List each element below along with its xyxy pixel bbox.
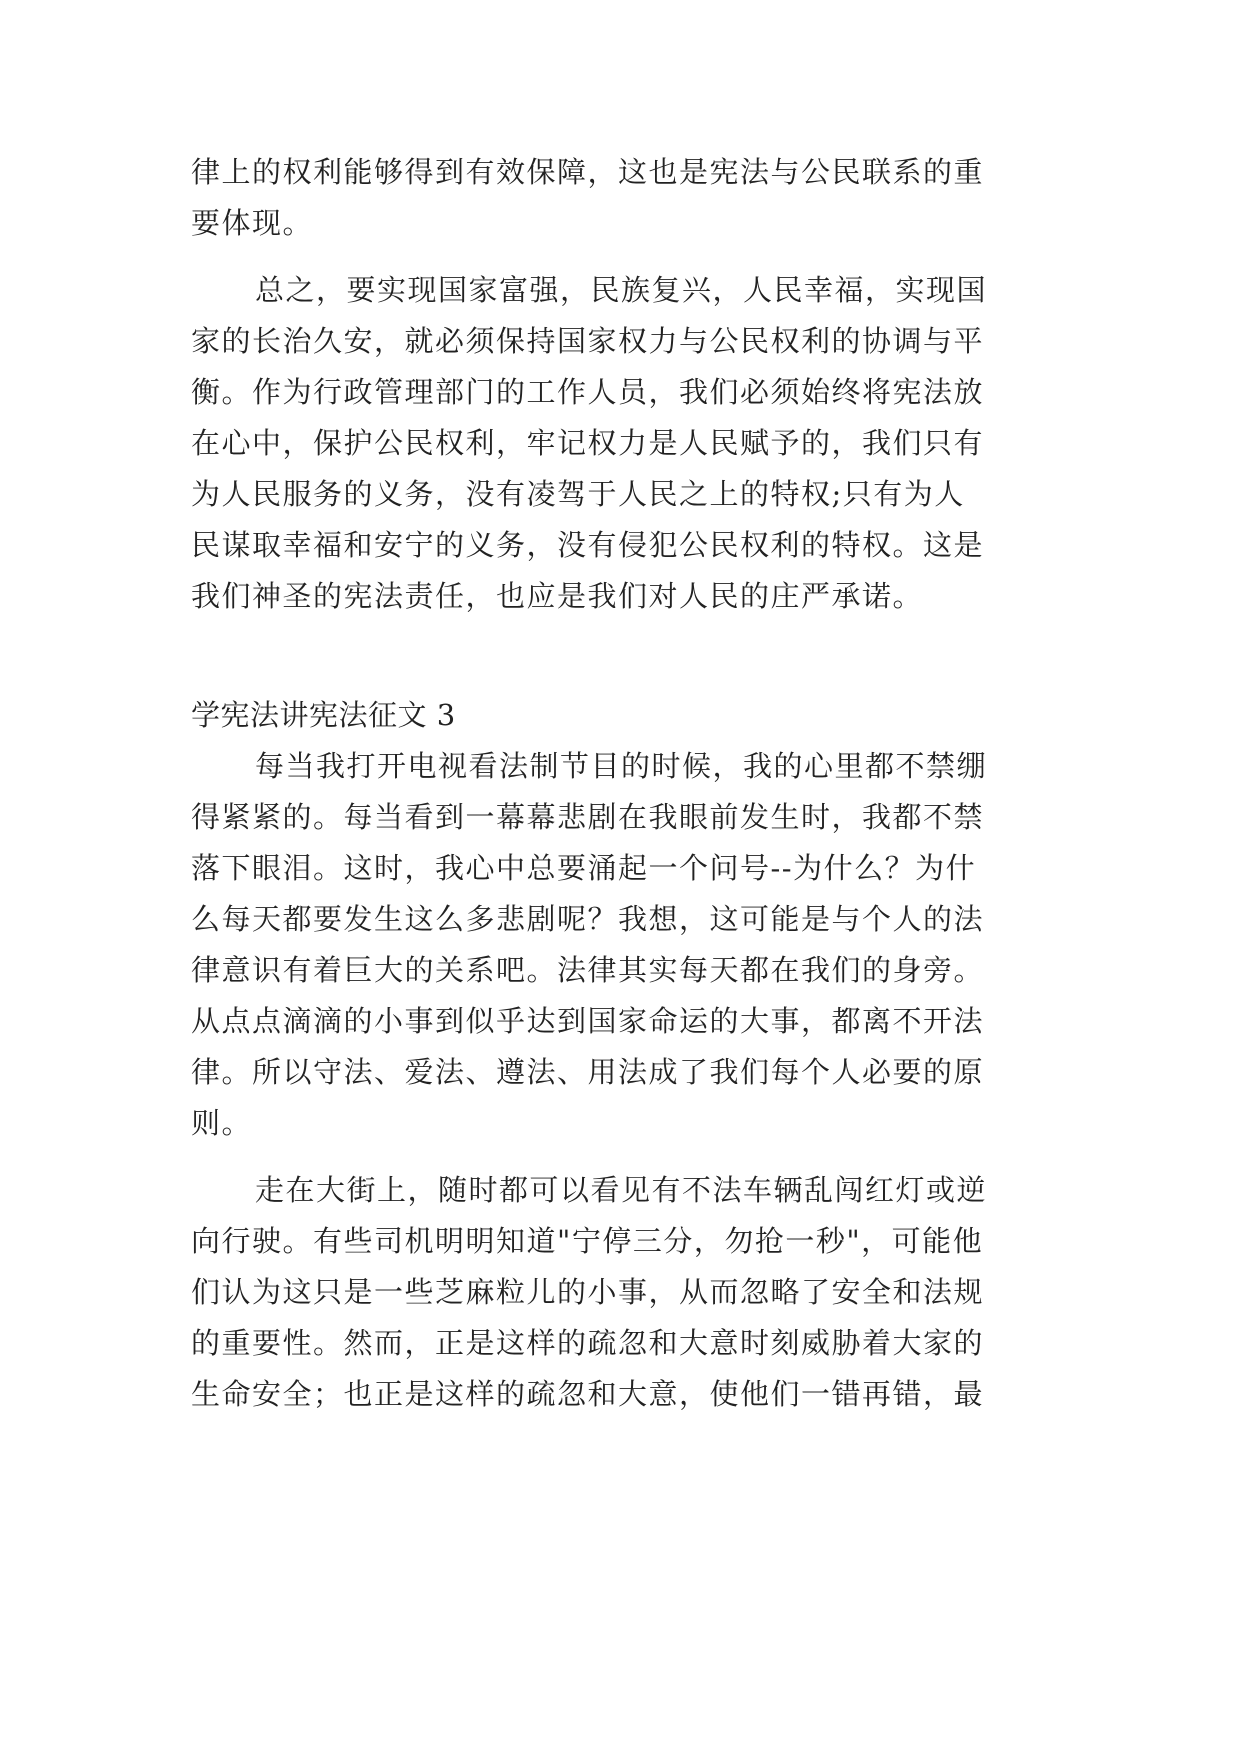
text-line: 为人民服务的义务，没有凌驾于人民之上的特权;只有为人 — [191, 477, 965, 511]
text-line: 则。 — [191, 1106, 253, 1140]
text-line: 落下眼泪。这时，我心中总要涌起一个问号--为什么？为什 — [191, 851, 977, 885]
text-line: 衡。作为行政管理部门的工作人员，我们必须始终将宪法放 — [191, 375, 985, 409]
section-heading: 学宪法讲宪法征文 3 — [191, 698, 456, 732]
paragraph-first-line: 走在大街上，随时都可以看见有不法车辆乱闯红灯或逆 — [255, 1173, 988, 1207]
text-line: 律意识有着巨大的关系吧。法律其实每天都在我们的身旁。 — [191, 953, 985, 987]
text-line: 家的长治久安，就必须保持国家权力与公民权利的协调与平 — [191, 324, 985, 358]
text-line: 么每天都要发生这么多悲剧呢？我想，这可能是与个人的法 — [191, 902, 985, 936]
text-line: 得紧紧的。每当看到一幕幕悲剧在我眼前发生时，我都不禁 — [191, 800, 985, 834]
text-line: 向行驶。有些司机明明知道"宁停三分，勿抢一秒"，可能他 — [191, 1224, 984, 1258]
paragraph-first-line: 总之，要实现国家富强，民族复兴，人民幸福，实现国 — [255, 273, 988, 307]
text-line: 的重要性。然而，正是这样的疏忽和大意时刻威胁着大家的 — [191, 1326, 985, 1360]
text-line: 从点点滴滴的小事到似乎达到国家命运的大事，都离不开法 — [191, 1004, 985, 1038]
text-line: 们认为这只是一些芝麻粒儿的小事，从而忽略了安全和法规 — [191, 1275, 985, 1309]
text-line: 生命安全；也正是这样的疏忽和大意，使他们一错再错，最 — [191, 1377, 985, 1411]
paragraph-first-line: 每当我打开电视看法制节目的时候，我的心里都不禁绷 — [255, 749, 988, 783]
text-line: 在心中，保护公民权利，牢记权力是人民赋予的，我们只有 — [191, 426, 985, 460]
text-line: 要体现。 — [191, 206, 314, 240]
text-line: 律上的权利能够得到有效保障，这也是宪法与公民联系的重 — [191, 155, 985, 189]
text-line: 民谋取幸福和安宁的义务，没有侵犯公民权利的特权。这是 — [191, 528, 985, 562]
text-line: 律。所以守法、爱法、遵法、用法成了我们每个人必要的原 — [191, 1055, 985, 1089]
text-line: 我们神圣的宪法责任，也应是我们对人民的庄严承诺。 — [191, 579, 924, 613]
